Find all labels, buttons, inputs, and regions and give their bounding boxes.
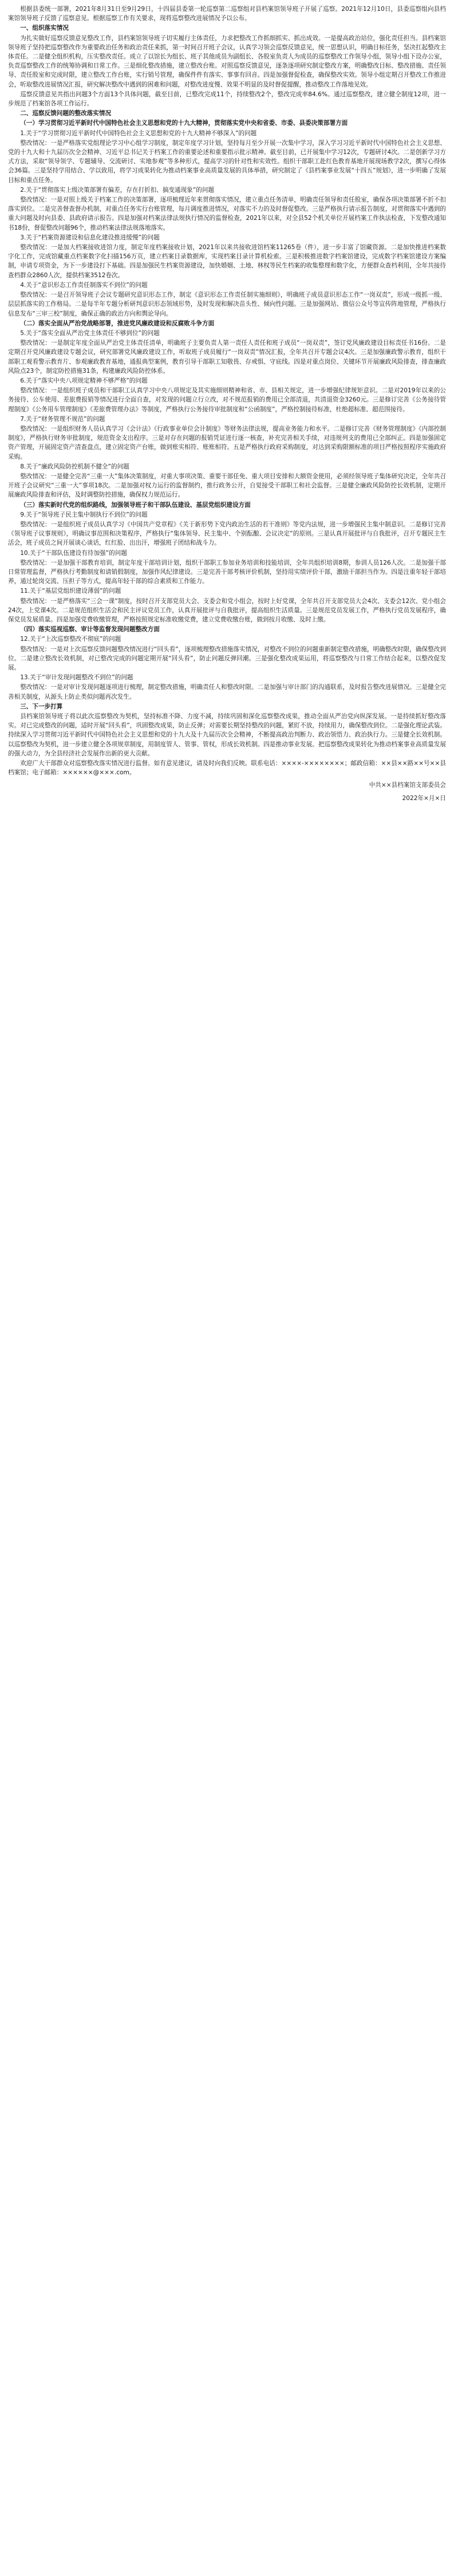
paragraph: 欢迎广大干部群众对巡察整改落实情况进行监督。如有意见建议，请及时向我们反映。联系电话：××××-××××××××；邮政信箱：××县××路××号××县档案馆；电子邮箱：××××××@×××.com。 <box>8 760 446 777</box>
paragraph: 为扎实做好巡察反馈意见整改工作，县档案馆领导班子切实履行主体责任，力求把整改工作抓细抓实、抓出成效。一是提高政治站位，强化责任担当。县档案馆领导班子坚持把巡察整改作为重要政治任务和政治责任来抓，第一时间召开班子会议，认真学习领会巡察反馈意见，统一思想认识，明确目标任务，坚决扛起整改主体责任。二是健全组织机构，压实整改责任。成立了以馆长为组长、班子其他成员为副组长、各股室负责人为成员的巡察整改工作领导小组，领导小组下设办公室，负责巡察整改工作的统筹协调和日常工作。三是细化整改措施，建立整改台账。对照巡察反馈意见，逐条逐项研究制定整改方案，明确整改目标、整改措施、责任领导、责任股室和完成时限，建立整改工作台账，实行销号管理，确保件件有落实、事事有回音。四是加强督促检查，确保整改实效。领导小组定期召开整改工作推进会，听取整改进展情况汇报，研究解决整改中遇到的困难和问题，对整改进度慢、效果不明显的及时督促提醒，推动整改工作落地见效。 <box>8 34 446 88</box>
paragraph: 整改情况：一是对审计发现问题逐项进行梳理，制定整改措施，明确责任人和整改时限。二是加强与审计部门的沟通联系，及时报告整改进展情况。三是健全完善相关制度，从源头上防止类似问题再次发生。 <box>8 684 446 700</box>
paragraph: 整改情况：一是加大档案接收进馆力度，制定年度档案接收计划，2021年以来共接收进馆档案11265卷（件），进一步丰富了馆藏资源。二是加快推进档案数字化工作，完成馆藏重点档案数字化扫描156万页，建立档案目录数据库，实现档案目录计算机检索。三是积极推进数字档案馆建设，完成数字档案馆建设方案编制，申请专项资金，为下一步建设打下基础。四是加强民生档案资源建设，加快婚姻、土地、林权等民生档案的收集整理和数字化，方便群众查档利用，全年共接待查档群众2860人次，提供档案3512卷次。 <box>8 244 446 279</box>
paragraph: 2.关于“贯彻落实上级决策部署有偏差，存在打折扣、搞变通现象”的问题 <box>20 186 215 194</box>
paragraph: 巡察反馈意见共指出问题3个方面13个具体问题，截至目前，已整改完成11个，持续整改2个，整改完成率84.6%。通过巡察整改，建立健全制度12项，进一步规范了档案馆各项工作运行。 <box>8 90 446 108</box>
paragraph: 整改情况：一是召开领导班子会议专题研究意识形态工作，制定《意识形态工作责任制实施细则》，明确班子成员意识形态工作“一岗双责”，形成一级抓一级、层层抓落实的工作格局。二是每半年专题分析研判意识形态领域形势，及时发现和解决苗头性、倾向性问题。三是加强网站、微信公众号等宣传阵地管理，严格执行信息发布“三审三校”制度，确保正确的政治方向和舆论导向。 <box>8 292 446 317</box>
signature-line: 中共××县档案馆支部委员会 <box>369 782 446 789</box>
subsection-heading: （三）落实新时代党的组织路线，加强领导班子和干部队伍建设、基层党组织建设方面 <box>20 501 251 509</box>
paragraph: 9.关于“领导班子民主集中制执行不到位”的问题 <box>20 511 148 518</box>
paragraph: 整改情况：一是制定年度全面从严治党主体责任清单，明确班子主要负责人第一责任人责任和班子成员“一岗双责”，签订党风廉政建设目标责任书16份。二是定期召开党风廉政建设专题会议，研究部署党风廉政建设工作，听取班子成员履行“一岗双责”情况汇报，全年共召开专题会议4次。三是加强廉政警示教育，组织干部职工观看警示教育片、参观廉政教育基地，通报典型案例，教育引导干部职工知敬畏、存戒惧、守底线。四是对重点岗位、关键环节开展廉政风险排查，排查廉政风险点23个，制定防控措施31条，构建廉政风险防控体系。 <box>8 340 446 375</box>
paragraph: 根据县委统一部署，2021年8月31日至9月29日，十四届县委第一轮巡察第二巡察组对县档案馆领导班子开展了巡察。2021年12月10日，县委巡察组向县档案馆领导班子反馈了巡察意见。根据巡察工作有关要求，现将巡察整改进展情况予以公布。 <box>8 6 446 22</box>
subsection-heading: （一）学习贯彻习近平新时代中国特色社会主义思想和党的十九大精神，贯彻落实党中央和省委、市委、县委决策部署方面 <box>20 120 348 127</box>
paragraph: 整改情况：一是严格落实党组理论学习中心组学习制度，制定年度学习计划，坚持每月至少开展一次集中学习，深入学习习近平新时代中国特色社会主义思想、党的十九大和十九届历次全会精神、习近平总书记关于档案工作的重要论述和重要指示批示精神。截至目前，已开展集中学习12次，专题研讨4次。二是创新学习方式方法，采取“领导领学、专题辅导、交流研讨、实地参观”等多种形式，提高学习的针对性和实效性。组织干部职工赴红色教育基地开展现场教学2次，撰写心得体会36篇。三是坚持学用结合、学以致用，将学习成果转化为推动档案事业高质量发展的具体举措，研究制定了《县档案事业发展“十四五”规划》，进一步明确了发展目标和重点任务。 <box>8 139 446 184</box>
subsection-heading: （四）落实巡视巡察、审计等监督发现问题整改方面 <box>20 626 160 633</box>
paragraph: 整改情况：一是健全完善“三重一大”集体决策制度，对重大事项决策、重要干部任免、重大项目安排和大额资金使用，必须经领导班子集体研究决定，全年共召开班子会议研究“三重一大”事项18次。二是加强对权力运行的监督制约，推行政务公开，自觉接受干部职工和社会监督。三是健全廉政风险防控长效机制，定期开展廉政风险排查和评估，及时调整防控措施，确保权力规范运行。 <box>8 472 446 499</box>
paragraph: 整改情况：一是加强干部教育培训，制定年度干部培训计划，组织干部职工参加业务培训和技能培训，全年共组织培训8期，参训人员126人次。二是加强干部日常管理监督，严格执行考勤制度和请销假制度，加强作风纪律建设。三是完善干部考核评价机制，坚持用实绩评价干部，激励干部担当作为。四是注重年轻干部培养，通过轮岗交流、压担子等方式，提高年轻干部的综合素质和工作能力。 <box>8 559 446 585</box>
paragraph: 6.关于“落实中央八项规定精神不够严格”的问题 <box>20 377 148 384</box>
section-heading: 三、下一步打算 <box>20 703 63 710</box>
section-heading: 二、巡察反馈问题的整改落实情况 <box>20 110 112 117</box>
paragraph: 11.关于“基层党组织建设薄弱”的问题 <box>20 588 121 595</box>
paragraph: 5.关于“落实全面从严治党主体责任不够到位”的问题 <box>20 329 160 337</box>
paragraph: 3.关于“档案资源建设和信息化建设推进缓慢”的问题 <box>20 234 160 241</box>
paragraph: 8.关于“廉政风险防控机制不健全”的问题 <box>20 463 129 470</box>
paragraph: 整改情况：一是组织班子成员认真学习《中国共产党章程》《关于新形势下党内政治生活的若干准则》等党内法规，进一步增强民主集中制意识。二是修订完善《领导班子议事规则》，明确议事范围和决策程序，严格执行“集体领导、民主集中、个别酝酿、会议决定”的原则。三是认真开展批评与自我批评，召开专题民主生活会，班子成员之间开展谈心谈话，红红脸、出出汗，增强班子团结和战斗力。 <box>8 521 446 547</box>
paragraph: 13.关于“审计发现问题整改不到位”的问题 <box>20 674 133 682</box>
paragraph: 4.关于“意识形态工作责任制落实不到位”的问题 <box>20 281 148 289</box>
paragraph: 整改情况：一是对照上级关于档案工作的决策部署，逐项梳理近年来贯彻落实情况，建立重点任务清单，明确责任领导和责任股室，确保各项决策部署不折不扣落实到位。二是完善督查督办机制，对重点任务实行台账管理，每月调度推进情况，对落实不力的及时督促整改。三是严格执行请示报告制度，对贯彻落实中遇到的重大问题及时向县委、县政府请示报告。四是加强对档案法律法规执行情况的监督检查，2021年以来，对全县52个机关单位开展档案工作执法检查，下发整改通知书18份，督促整改问题96个，推动档案法律法规落地落实。 <box>8 196 446 231</box>
paragraph: 10.关于“干部队伍建设有待加强”的问题 <box>20 549 127 557</box>
paragraph: 县档案馆领导班子将以此次巡察整改为契机，坚持标准不降、力度不减，持续巩固和深化巡察整改成果，推动全面从严治党向纵深发展。一是持续抓好整改落实。对已完成整改的问题，适时开展“回头看”，巩固整改成果，防止反弹；对需要长期坚持整改的问题，紧盯不放，持续用力，确保整改到位。二是强化理论武装。持续深入学习贯彻习近平新时代中国特色社会主义思想和党的十九大及十九届历次全会精神，不断提高政治判断力、政治领悟力、政治执行力。三是健全长效机制。以巡察整改为契机，进一步建立健全各项规章制度，用制度管人、管事、管权，形成长效机制。四是推动事业发展。把巡察整改成果转化为推动档案事业高质量发展的强大动力，为全县经济社会发展作出新的更大贡献。 <box>8 713 446 757</box>
signature-line: 2022年×月×日 <box>402 794 446 802</box>
paragraph: 整改情况：一是严格落实“三会一课”制度，按时召开支部党员大会、支委会和党小组会，按时上好党课，全年共召开支部党员大会4次、支委会12次、党小组会24次，上党课4次。二是规范组织生活会和民主评议党员工作，认真开展批评与自我批评，提高组织生活质量。三是规范党员发展工作，严格执行党员发展程序，确保党员发展质量。四是加强党费收缴管理，严格按照规定标准收缴党费，建立党费收缴台账，做到按月收缴、及时上缴。 <box>8 597 446 623</box>
paragraph: 1.关于“学习贯彻习近平新时代中国特色社会主义思想和党的十九大精神不够深入”的问题 <box>20 129 257 137</box>
paragraph: 整改情况：一是组织班子成员和干部职工认真学习中央八项规定及其实施细则精神和省、市、县相关规定，进一步增强纪律规矩意识。二是对2019年以来的公务接待、公车使用、差旅费报销等情况进行全面自查，对发现的问题立行立改，对不规范报销的费用已全部清退，共清退资金3260元。三是修订完善《公务接待管理制度》《公务用车管理制度》《差旅费管理办法》等制度，严格执行公务接待审批制度和“公函制度”，严格控制接待标准，杜绝超标准、超范围接待。 <box>8 387 446 413</box>
paragraph: 7.关于“财务管理不规范”的问题 <box>20 415 105 423</box>
paragraph: 12.关于“上次巡察整改不彻底”的问题 <box>20 636 121 643</box>
section-heading: 一、组织落实情况 <box>20 25 69 32</box>
paragraph: 整改情况：一是对上次巡察反馈问题整改情况进行“回头看”，逐项梳理整改措施落实情况，对整改不到位的问题重新制定整改措施，明确整改时限，确保整改到位。二是建立整改长效机制，对已整改完成的问题定期开展“回头看”，防止问题反弹回潮。三是强化整改成果运用，将巡察整改与日常工作结合起来，以整改促发展。 <box>8 645 446 672</box>
subsection-heading: （二）落实全面从严治党战略部署，推进党风廉政建设和反腐败斗争方面 <box>20 320 215 327</box>
paragraph: 整改情况：一是组织财务人员认真学习《会计法》《行政事业单位会计制度》等财务法律法规，提高业务能力和水平。二是修订完善《财务管理制度》《内部控制制度》，严格执行财务审批制度，规范资金支出程序。三是对存在问题的报销凭证进行逐一核查，补充完善相关手续，对违规列支的费用已全部纠正。四是加强固定资产管理，开展固定资产清查盘点，建立固定资产台账，做到账实相符、账账相符。五是严格执行政府采购制度，对达到采购限额标准的项目严格按照程序实施政府采购。 <box>8 425 446 460</box>
